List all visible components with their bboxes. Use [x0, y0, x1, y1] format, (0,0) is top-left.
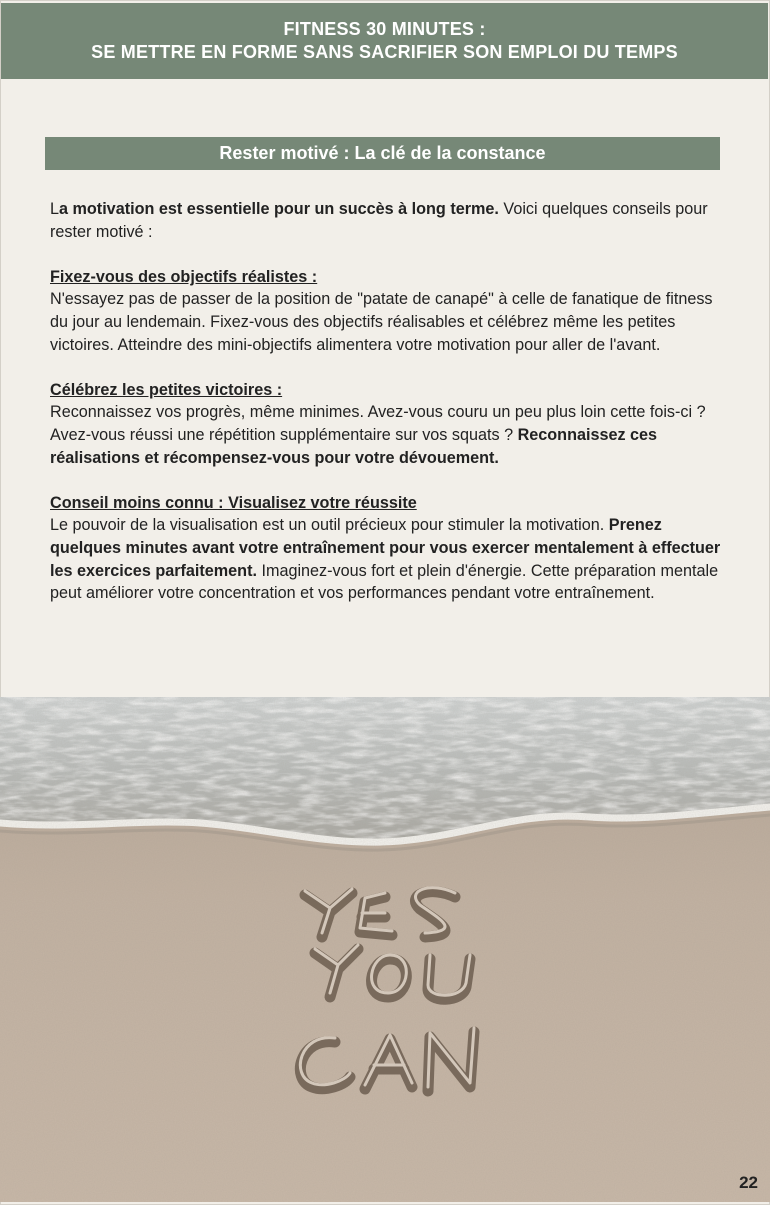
tip2-body-text: Reconnaissez vos progrès, même minimes. Avez-vous couru un peu plus loin cette fois-ci ? Avez-vous réussi une répétition supplémentaire sur vos squats ?: [50, 403, 706, 444]
intro-lead: L: [50, 200, 60, 218]
banner-line-1: FITNESS 30 MINUTES :: [283, 19, 486, 39]
intro-bold: a motivation est essentielle pour un succès à long terme.: [59, 200, 499, 218]
tip1-body: N'essayez pas de passer de la position de "patate de canapé" à celle de fanatique de fitness du jour au lendemain. Fixez-vous des objectifs réalisables et célébrez même les petites victoires. Atteindre des mini-objectifs alimentera votre motivation pour aller de l'avant.: [50, 290, 713, 354]
article-body: [50, 198, 730, 605]
section-title-bar: [45, 137, 720, 170]
page-number: 22: [739, 1173, 758, 1192]
tip3-body: [50, 514, 730, 604]
tip2-heading: Célébrez les petites victoires :: [50, 380, 283, 399]
tip2-body-bold: Reconnaissez ces réalisations et récompensez-vous pour votre dévouement.: [50, 425, 658, 467]
tip3-heading: Conseil moins connu : Visualisez votre réussite: [50, 493, 417, 512]
tip2-body: [50, 401, 730, 469]
tip1-heading: Fixez-vous des objectifs réalistes :: [50, 267, 318, 286]
banner-line-2: SE METTRE EN FORME SANS SACRIFIER SON EMPLOI DU TEMPS: [91, 42, 678, 62]
beach-photo: [0, 697, 770, 1202]
tip3-body-start: Le pouvoir de la visualisation est un outil précieux pour stimuler la motivation.: [50, 516, 609, 535]
top-banner: [1, 3, 768, 79]
intro-rest: Voici quelques conseils pour rester motivé :: [50, 200, 708, 241]
tip3-body-bold: Prenez quelques minutes avant votre entraînement pour vous exercer mentalement à effectuer les exercices parfaitement.: [50, 516, 721, 580]
intro-paragraph: [50, 198, 730, 243]
section-title: Rester motivé : La clé de la constance: [219, 143, 546, 163]
tip3-body-end: Imaginez-vous fort et plein d'énergie. Cette préparation mentale peut améliorer votre concentration et vos performances pendant votre entraînement.: [50, 561, 719, 603]
